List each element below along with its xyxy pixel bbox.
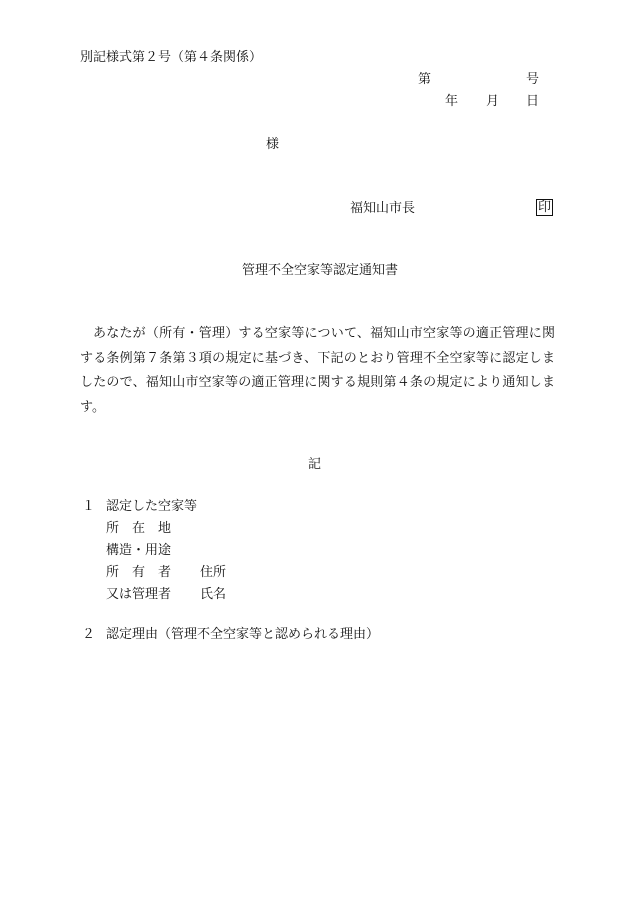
date-day-label: 日 [526,94,540,109]
item1-address-label: 住所 [200,565,227,580]
item1-structure-label: 構造・用途 [106,543,172,558]
date-month-label: 月 [486,94,500,109]
issuer-name: 福知山市長 [350,201,416,216]
item1-location-label: 所 在 地 [106,521,172,536]
document-number-suffix: 号 [526,72,540,87]
date-year-label: 年 [445,94,459,109]
item2-number: ２ [82,627,96,642]
item2-heading: 認定理由（管理不全空家等と認められる理由） [106,627,380,642]
item1-owner-label: 所 有 者 [106,565,172,580]
document-title: 管理不全空家等認定通知書 [242,263,399,278]
item1-heading: 認定した空家等 [106,499,198,514]
addressee-suffix: 様 [266,137,280,152]
item1-number: １ [82,499,96,514]
item1-name-label: 氏名 [200,587,227,602]
form-label: 別記様式第２号（第４条関係） [80,50,263,65]
seal-mark: 印 [538,200,552,215]
item1-manager-label: 又は管理者 [106,587,172,602]
body-paragraph: あなたが（所有・管理）する空家等について、福知山市空家等の適正管理に関する条例第７条第３項の規定に基づき、下記のとおり管理不全空家等に認定しましたので、福知山市空家等の適正管理に関する規則第４条の規定により通知します。 [80,326,555,415]
document-number-prefix: 第 [418,72,432,87]
ki-heading: 記 [308,457,322,472]
